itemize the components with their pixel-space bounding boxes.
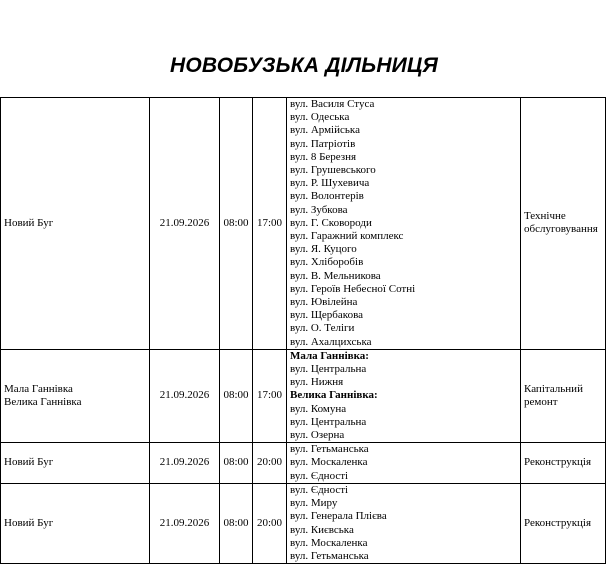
street-name: вул. Гетьманська: [290, 443, 369, 456]
street-name: вул. Гетьманська: [290, 549, 369, 562]
street-name: вул. Я. Куцого: [290, 243, 357, 256]
street-name: вул. Єдності: [290, 483, 349, 496]
street-name: вул. Патріотів: [290, 137, 356, 150]
street-name: вул. Центральна: [290, 415, 367, 428]
table-row: [1, 443, 606, 484]
street-name: вул. Героїв Небесної Сотні: [290, 282, 416, 295]
street-name: вул. Василя Стуса: [290, 98, 375, 110]
end-time-cell: 20:00: [253, 443, 287, 484]
street-name: вул. Г. Сковороди: [290, 216, 372, 229]
date-cell: 21.09.2026: [150, 483, 220, 563]
settlement-name: Новий Буг: [4, 456, 54, 469]
street-name: вул. Нижня: [290, 376, 344, 389]
schedule-body: [1, 98, 606, 564]
settlement-name: Велика Ганнівка: [4, 396, 82, 409]
street-name: вул. Волонтерів: [290, 190, 364, 203]
settlement-cell: [1, 98, 150, 350]
streets-cell: [287, 349, 521, 442]
settlement-cell: [1, 349, 150, 442]
street-name: вул. Москаленка: [290, 456, 368, 469]
work-type-cell: Капітальний ремонт: [521, 349, 606, 442]
work-type-cell: Реконструкція: [521, 443, 606, 484]
streets-cell: [287, 98, 521, 350]
street-name: вул. Р. Шухевича: [290, 177, 370, 190]
settlement-cell: [1, 483, 150, 563]
streets-cell: [287, 443, 521, 484]
settlement-name: Новий Буг: [4, 216, 54, 229]
start-time-cell: 08:00: [220, 349, 253, 442]
start-time-cell: 08:00: [220, 98, 253, 350]
work-type-cell: Технічне обслуговування: [521, 98, 606, 350]
street-name: вул. Ахалцихська: [290, 335, 372, 348]
street-name: вул. Гаражний комплекс: [290, 230, 404, 243]
street-name: вул. Одеська: [290, 111, 350, 124]
street-name: вул. Центральна: [290, 363, 367, 376]
date-cell: 21.09.2026: [150, 349, 220, 442]
streets-cell: [287, 483, 521, 563]
settlement-name: Новий Буг: [4, 516, 54, 529]
street-name: вул. Генерала Плієва: [290, 510, 387, 523]
date-cell: 21.09.2026: [150, 98, 220, 350]
settlement-name: Мала Ганнівка: [4, 382, 73, 395]
street-name: вул. Комуна: [290, 402, 347, 415]
settlement-cell: [1, 443, 150, 484]
page-title: НОВОБУЗЬКА ДІЛЬНИЦЯ: [169, 54, 439, 77]
street-name: вул. Києвська: [290, 523, 354, 536]
street-name: вул. В. Мельникова: [290, 269, 381, 282]
street-name: вул. Єдності: [290, 469, 349, 482]
end-time-cell: 17:00: [253, 349, 287, 442]
end-time-cell: 17:00: [253, 98, 287, 350]
street-name: вул. Щербакова: [290, 309, 363, 322]
date-cell: 21.09.2026: [150, 443, 220, 484]
street-name: вул. Армійська: [290, 124, 360, 137]
street-name: вул. Миру: [290, 497, 338, 510]
street-name: вул. Зубкова: [290, 203, 348, 216]
start-time-cell: 08:00: [220, 443, 253, 484]
village-heading: Велика Ганнівка:: [290, 389, 378, 402]
village-heading: Мала Ганнівка:: [290, 349, 369, 362]
street-name: вул. Ювілейна: [290, 296, 358, 309]
work-type-cell: Реконструкція: [521, 483, 606, 563]
street-name: вул. О. Теліги: [290, 322, 355, 335]
end-time-cell: 20:00: [253, 483, 287, 563]
start-time-cell: 08:00: [220, 483, 253, 563]
table-row: [1, 98, 606, 350]
street-name: вул. Озерна: [290, 429, 345, 442]
table-row: [1, 349, 606, 442]
street-name: вул. Москаленка: [290, 536, 368, 549]
street-name: вул. Хліборобів: [290, 256, 364, 269]
street-name: вул. 8 Березня: [290, 150, 357, 163]
table-row: [1, 483, 606, 563]
street-name: вул. Грушевського: [290, 164, 376, 177]
outage-schedule-table: [0, 97, 606, 564]
